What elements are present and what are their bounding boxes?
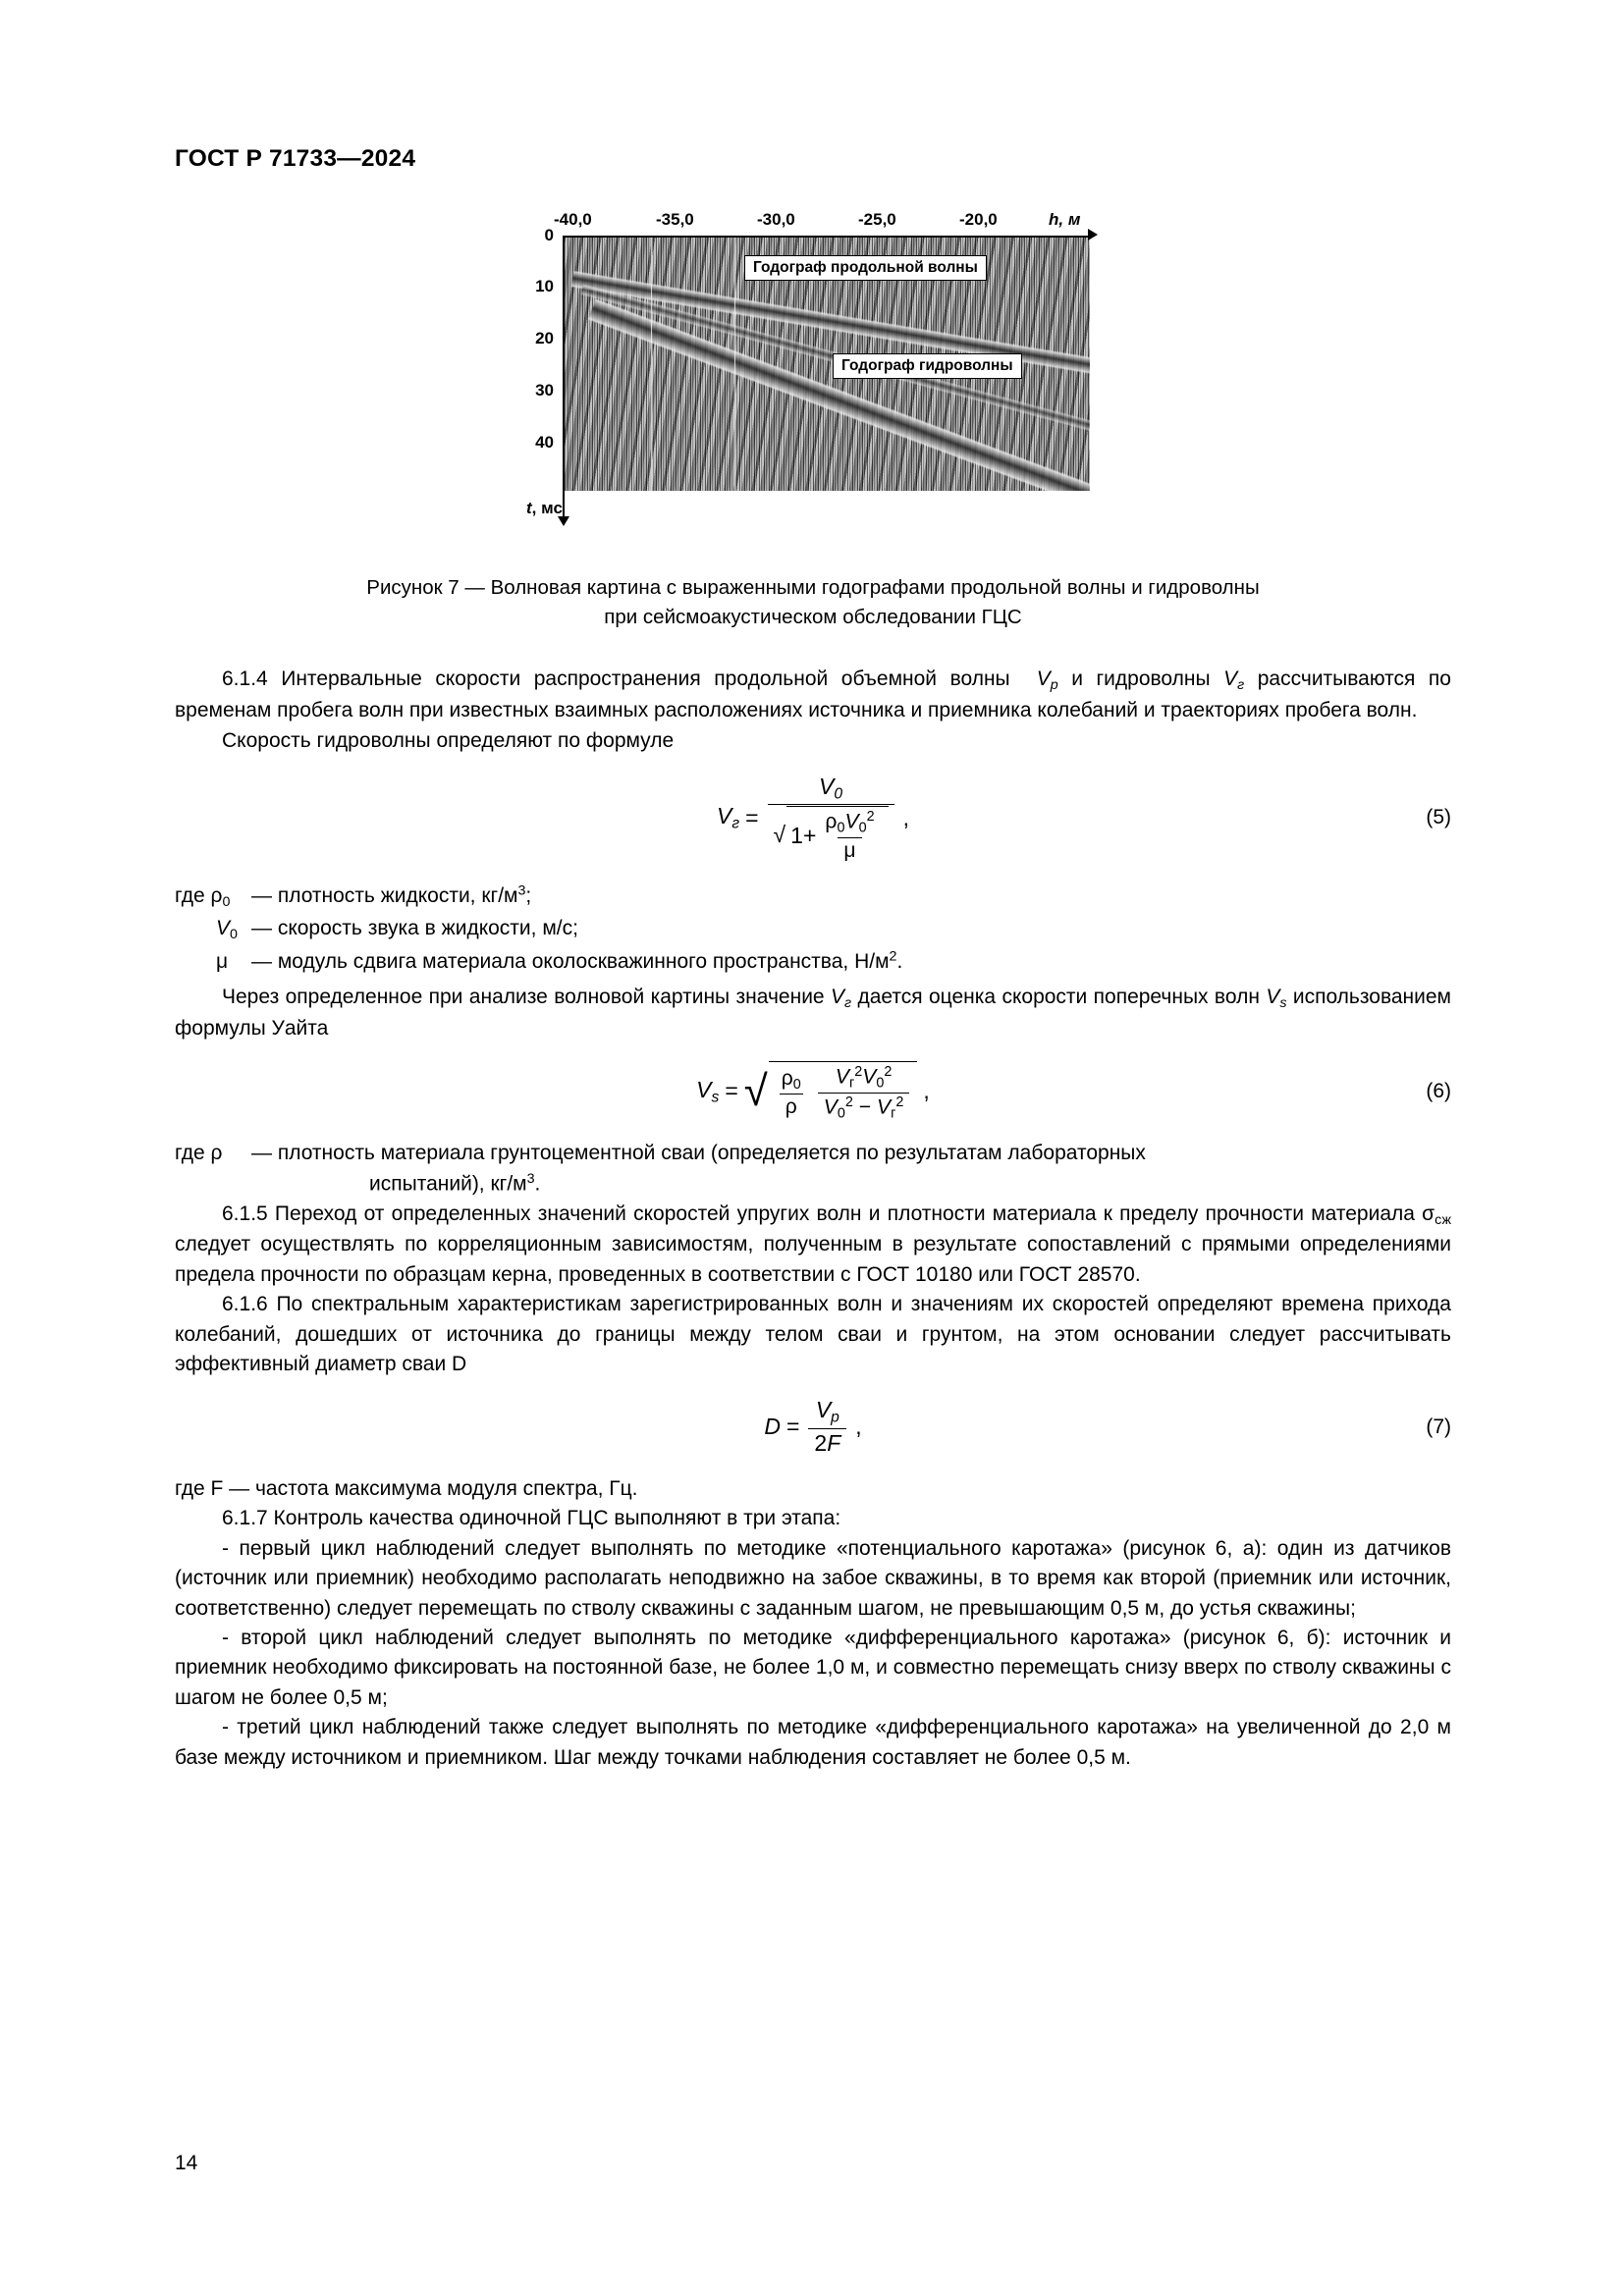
- symbol-vr-2: V: [831, 986, 845, 1009]
- x-tick-4: -20,0: [959, 210, 998, 229]
- symbol-vr-1-sub: г: [1237, 677, 1245, 694]
- s614-p3-a: Через определенное при анализе волновой картины значение: [222, 986, 825, 1009]
- legend-symbol-rho: где ρ: [175, 1142, 223, 1165]
- formula-7-legend: где F — частота максимума модуля спектра, Гц.: [175, 1476, 638, 1500]
- callout-hydro-wave: Годограф гидроволны: [833, 353, 1022, 379]
- legend-symbol-mu: μ: [216, 949, 229, 973]
- y-tick-2: 20: [535, 329, 554, 347]
- figure-y-axis-line: [563, 236, 565, 518]
- legend-desc-rho-text2: [251, 1169, 1451, 1200]
- callout-p-wave: Годограф продольной волны: [744, 255, 987, 281]
- figure-caption-line-1: Рисунок 7 — Волновая картина с выраженными годографами продольной волны и гидроволны: [366, 576, 1260, 599]
- paragraph-6-1-7-item-1: - первый цикл наблюдений следует выполнять по методике «потенциального каротажа» (рисунок 6, а): один из датчиков (источник или приемник) необходимо располагать неподвижно на забое скважины, в то время как второй (приемник или источник, соответственно) следует перемещать по стволу скважины с заданным шагом, не превышающим 0,5 м, до устья скважины;: [175, 1536, 1451, 1620]
- formula-5: [175, 774, 1451, 863]
- figure-7-caption: [175, 573, 1451, 631]
- legend-desc-rho: [251, 1139, 1451, 1199]
- figure-x-axis-labels: [518, 210, 1108, 236]
- figure-7-plot: [518, 210, 1108, 534]
- symbol-vr-2-sub: г: [844, 995, 852, 1012]
- legend-row-mu: [175, 946, 1451, 978]
- formula-7-expression: D = $\frac{V_p}{2F}$ ,: [764, 1397, 862, 1456]
- document-header: ГОСТ Р 71733—2024: [175, 145, 416, 172]
- legend-desc-rho-units-sup: 3: [526, 1170, 535, 1187]
- y-tick-0: 0: [544, 226, 554, 244]
- x-axis-arrow: [1088, 229, 1098, 240]
- s614-text-b: и гидроволны: [1071, 667, 1211, 691]
- guide-line-1: [651, 238, 652, 491]
- figure-7: [175, 210, 1451, 534]
- symbol-vp: V: [1036, 667, 1051, 691]
- legend-desc-rho-units: испытаний), кг/м: [369, 1172, 527, 1196]
- legend-desc-mu: — модуль сдвига материала околоскважинного пространства, $Н/м^2$.: [251, 948, 903, 973]
- paragraph-6-1-7-intro: 6.1.7 Контроль качества одиночной ГЦС выполняют в три этапа:: [222, 1507, 841, 1530]
- paragraph-6-1-7-item-3: - третий цикл наблюдений также следует выполнять по методике «дифференциального каротажа» на увеличенной до 2,0 м базе между источником и приемником. Шаг между точками наблюдения составляет не более 0,5 м.: [175, 1716, 1451, 1769]
- formula-7: [175, 1397, 1451, 1456]
- legend-desc-rho-dash: —: [251, 1142, 272, 1165]
- legend-row-v0: [175, 913, 1451, 945]
- formula-5-legend: [175, 881, 1451, 977]
- formula-6-expression: $V_s$ = √ $\frac{\rho_0}{\rho}$ $\frac{V_г^2V_0^2}{V_0^2 - V_г^2}$ ,: [696, 1061, 930, 1121]
- x-tick-2: -30,0: [757, 210, 795, 229]
- y-axis-title: t, мс: [526, 499, 563, 517]
- figure-seismogram: [563, 236, 1090, 491]
- paragraph-6-1-5: 6.1.5 Переход от определенных значений скоростей упругих волн и плотности материала к пределу прочности материала $\sigma_{сж}$ следует осуществлять по корреляционным зависимостям, полученным в результате сопоставлений с прямыми определениями предела прочности по образцам керна, проведенных в соответствии с ГОСТ 10180 или ГОСТ 28570.: [175, 1201, 1451, 1286]
- legend-desc-v0: — скорость звука в жидкости, м/с;: [251, 917, 578, 940]
- guide-line-2: [734, 238, 735, 491]
- paragraph-white-formula-intro: [175, 983, 1451, 1043]
- y-tick-4: 40: [535, 433, 554, 452]
- y-tick-3: 30: [535, 381, 554, 400]
- formula-6-legend: [175, 1139, 1451, 1199]
- formula-7-number: (7): [1426, 1415, 1451, 1438]
- legend-symbol-rho0: где $\rho_0$: [175, 883, 231, 910]
- x-tick-0: -40,0: [554, 210, 592, 229]
- formula-6: [175, 1061, 1451, 1121]
- formula-5-number: (5): [1426, 806, 1451, 829]
- x-axis-title: h, м: [1049, 210, 1081, 229]
- page-content: [175, 0, 1451, 1773]
- figure-caption-line-2: при сейсмоакустическом обследовании ГЦС: [604, 605, 1022, 628]
- symbol-vr-1: V: [1223, 667, 1238, 691]
- legend-desc-rho0: — плотность жидкости, $кг/м^3$;: [251, 882, 532, 907]
- paragraph-6-1-7-item-2: - второй цикл наблюдений следует выполнять по методике «дифференциального каротажа» (рисунок 6, б): источник и приемник необходимо фиксировать на постоянной базе, не более 1,0 м, и совместно перемещать снизу вверх по стволу скважины с шагом не более 0,5 м;: [175, 1627, 1451, 1709]
- s614-p3-b: дается оценка скорости поперечных волн: [857, 986, 1260, 1009]
- symbol-vp-sub: p: [1050, 677, 1058, 694]
- symbol-vs: V: [1266, 986, 1280, 1009]
- formula-6-number: (6): [1426, 1079, 1451, 1102]
- paragraph-6-1-4: [175, 665, 1451, 725]
- legend-desc-rho-text: плотность материала грунтоцементной сваи (определяется по результатам лабораторных: [277, 1142, 1146, 1165]
- s614-text-c: рассчитываются по временам пробега волн при известных взаимных расположениях источника и приемника колебаний и траекториях пробега волн.: [175, 667, 1451, 722]
- y-tick-1: 10: [535, 277, 554, 295]
- symbol-vs-sub: s: [1279, 995, 1287, 1012]
- s614-p3-c: использованием формулы Уайта: [175, 986, 1451, 1040]
- x-tick-3: -25,0: [858, 210, 896, 229]
- s614-text-a: 6.1.4 Интервальные скорости распространения продольной объемной волны: [222, 667, 1010, 691]
- page-number: 14: [175, 2152, 198, 2174]
- paragraph-6-1-6: 6.1.6 По спектральным характеристикам зарегистрированных волн и значениям их скоростей определяют времена прихода колебаний, дошедших от источника до границы между телом сваи и грунтом, на этом основании следует рассчитывать эффективный диаметр сваи D: [175, 1293, 1451, 1375]
- legend-desc-rho-period: .: [534, 1172, 541, 1196]
- x-tick-1: -35,0: [656, 210, 694, 229]
- legend-row-rho0: [175, 881, 1451, 913]
- paragraph-hydro-speed-formula-intro: Скорость гидроволны определяют по формуле: [222, 728, 675, 752]
- figure-y-axis-labels: [518, 226, 558, 489]
- formula-5-expression: $V_г$ = $V_0$ √ 1+ $\frac{\rho_0V_0^2}{\mu}$ ,: [717, 774, 909, 862]
- legend-symbol-v0: $V_0$: [216, 917, 238, 943]
